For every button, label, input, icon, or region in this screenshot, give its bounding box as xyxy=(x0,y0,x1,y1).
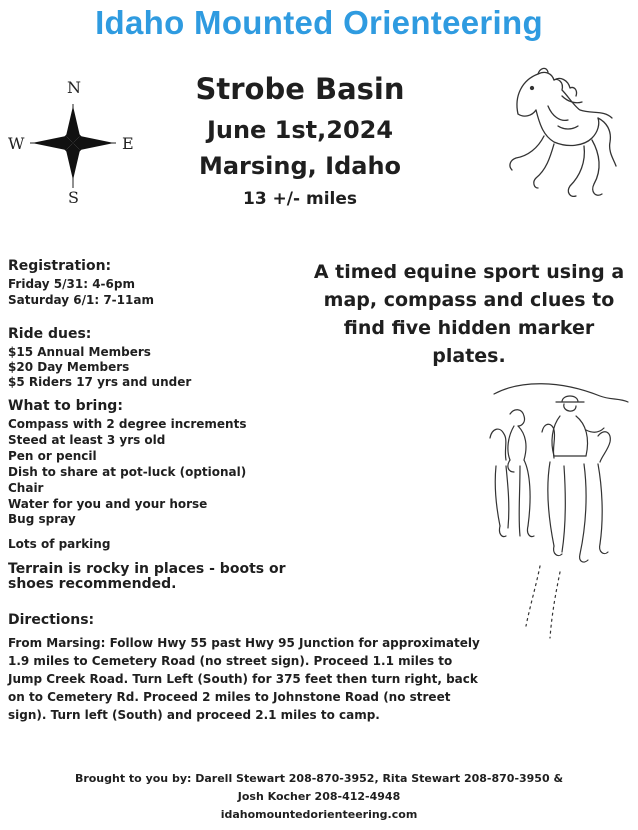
org-title: Idaho Mounted Orienteering xyxy=(95,4,543,41)
event-date: June 1st,2024 xyxy=(206,116,394,144)
bring-item: Chair xyxy=(8,481,44,495)
compass-east: E xyxy=(122,134,134,153)
bring-item: Compass with 2 degree increments xyxy=(8,417,247,431)
footer-website[interactable]: idahomountedorienteering.com xyxy=(220,808,418,821)
bring-item: Water for you and your horse xyxy=(8,497,208,511)
bring-item: Bug spray xyxy=(8,512,76,526)
dues-annual: $15 Annual Members xyxy=(8,345,151,359)
terrain-note: Terrain is rocky in places - boots or shoes recommended. xyxy=(8,561,286,592)
bring-item: Steed at least 3 yrs old xyxy=(8,433,166,447)
compass-south: S xyxy=(68,188,79,207)
registration-heading: Registration: xyxy=(8,258,112,274)
bring-item: Pen or pencil xyxy=(8,449,97,463)
directions-heading: Directions: xyxy=(8,612,95,628)
footer-contacts: Brought to you by: Darell Stewart 208-870-3952, Rita Stewart 208-870-3950 & xyxy=(74,772,564,785)
dues-day: $20 Day Members xyxy=(8,360,130,374)
footer xyxy=(0,770,638,824)
event-location: Marsing, Idaho xyxy=(198,152,402,180)
registration-friday: Friday 5/31: 4-6pm xyxy=(8,277,135,291)
dues-youth: $5 Riders 17 yrs and under xyxy=(8,375,192,389)
ride-dues-heading: Ride dues: xyxy=(8,326,92,342)
bring-item: Dish to share at pot-luck (optional) xyxy=(8,465,247,479)
running-horse-illustration xyxy=(488,66,618,216)
event-distance: 13 +/- miles xyxy=(242,189,358,209)
riders-on-horseback-illustration xyxy=(480,376,630,646)
event-title: Strobe Basin xyxy=(195,72,405,106)
compass-north: N xyxy=(67,78,81,97)
parking-note: Lots of parking xyxy=(8,537,111,551)
footer-contacts-2: Josh Kocher 208-412-4948 xyxy=(237,790,401,803)
compass-west: W xyxy=(8,134,25,153)
directions-text: From Marsing: Follow Hwy 55 past Hwy 95 Junction for approximately 1.9 miles to Cemetery Road (no street sign). Proceed 1.1 miles to Jump Creek Road. Turn Left (South) for 375 feet then turn right, back on to Cemetery Rd. Proceed 2 miles to Johnstone Road (no street sign). Turn left (South) and proceed 2.1 miles to camp. xyxy=(8,636,480,722)
tagline: A timed equine sport using a map, compass and clues to find five hidden marker plates. xyxy=(313,261,625,367)
registration-saturday: Saturday 6/1: 7-11am xyxy=(8,293,154,307)
what-to-bring-heading: What to bring: xyxy=(8,398,123,414)
compass-rose-icon xyxy=(8,76,138,206)
